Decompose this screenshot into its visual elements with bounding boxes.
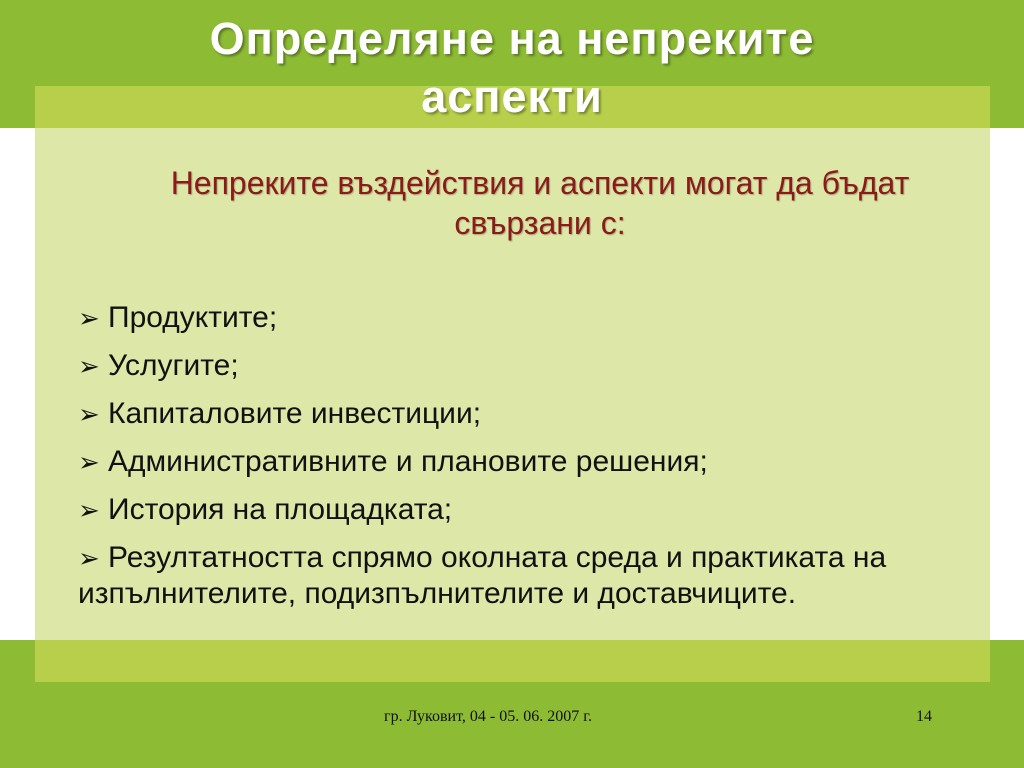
slide-title-line-1: Определяне на непреките [209, 13, 815, 64]
slide-subtitle-line-1: Непреките въздействия и аспекти могат да бъдат [170, 165, 910, 201]
arrow-bullet-icon: ➢ [78, 399, 100, 429]
list-item-text: История на площадката; [108, 493, 453, 526]
list-item-text: Капиталовите инвестиции; [108, 397, 482, 430]
list-item [78, 444, 978, 480]
list-item [78, 492, 978, 528]
list-item [78, 348, 978, 384]
slide-footer: гр. Луковит, 04 - 05. 06. 2007 г. [384, 708, 592, 725]
list-item [78, 300, 978, 336]
list-item [78, 396, 978, 432]
page-number: 14 [916, 708, 932, 725]
content-box-bottom-strip [35, 640, 990, 682]
list-item-text: Резултатността спрямо околната среда и практиката на изпълнителите, подизпълнителите и доставчиците. [78, 541, 887, 610]
bullet-list [78, 300, 978, 624]
slide-subtitle [120, 163, 960, 243]
arrow-bullet-icon: ➢ [78, 543, 100, 573]
slide-subtitle-line-2: свързани с: [454, 205, 626, 241]
slide-title [60, 10, 964, 126]
arrow-bullet-icon: ➢ [78, 495, 100, 525]
list-item [78, 540, 978, 612]
list-item-text: Продуктите; [108, 301, 278, 334]
slide-title-line-2: аспекти [421, 71, 603, 122]
arrow-bullet-icon: ➢ [78, 303, 100, 333]
list-item-text: Административните и плановите решения; [108, 445, 708, 478]
list-item-text: Услугите; [108, 349, 239, 382]
arrow-bullet-icon: ➢ [78, 351, 100, 381]
arrow-bullet-icon: ➢ [78, 447, 100, 477]
